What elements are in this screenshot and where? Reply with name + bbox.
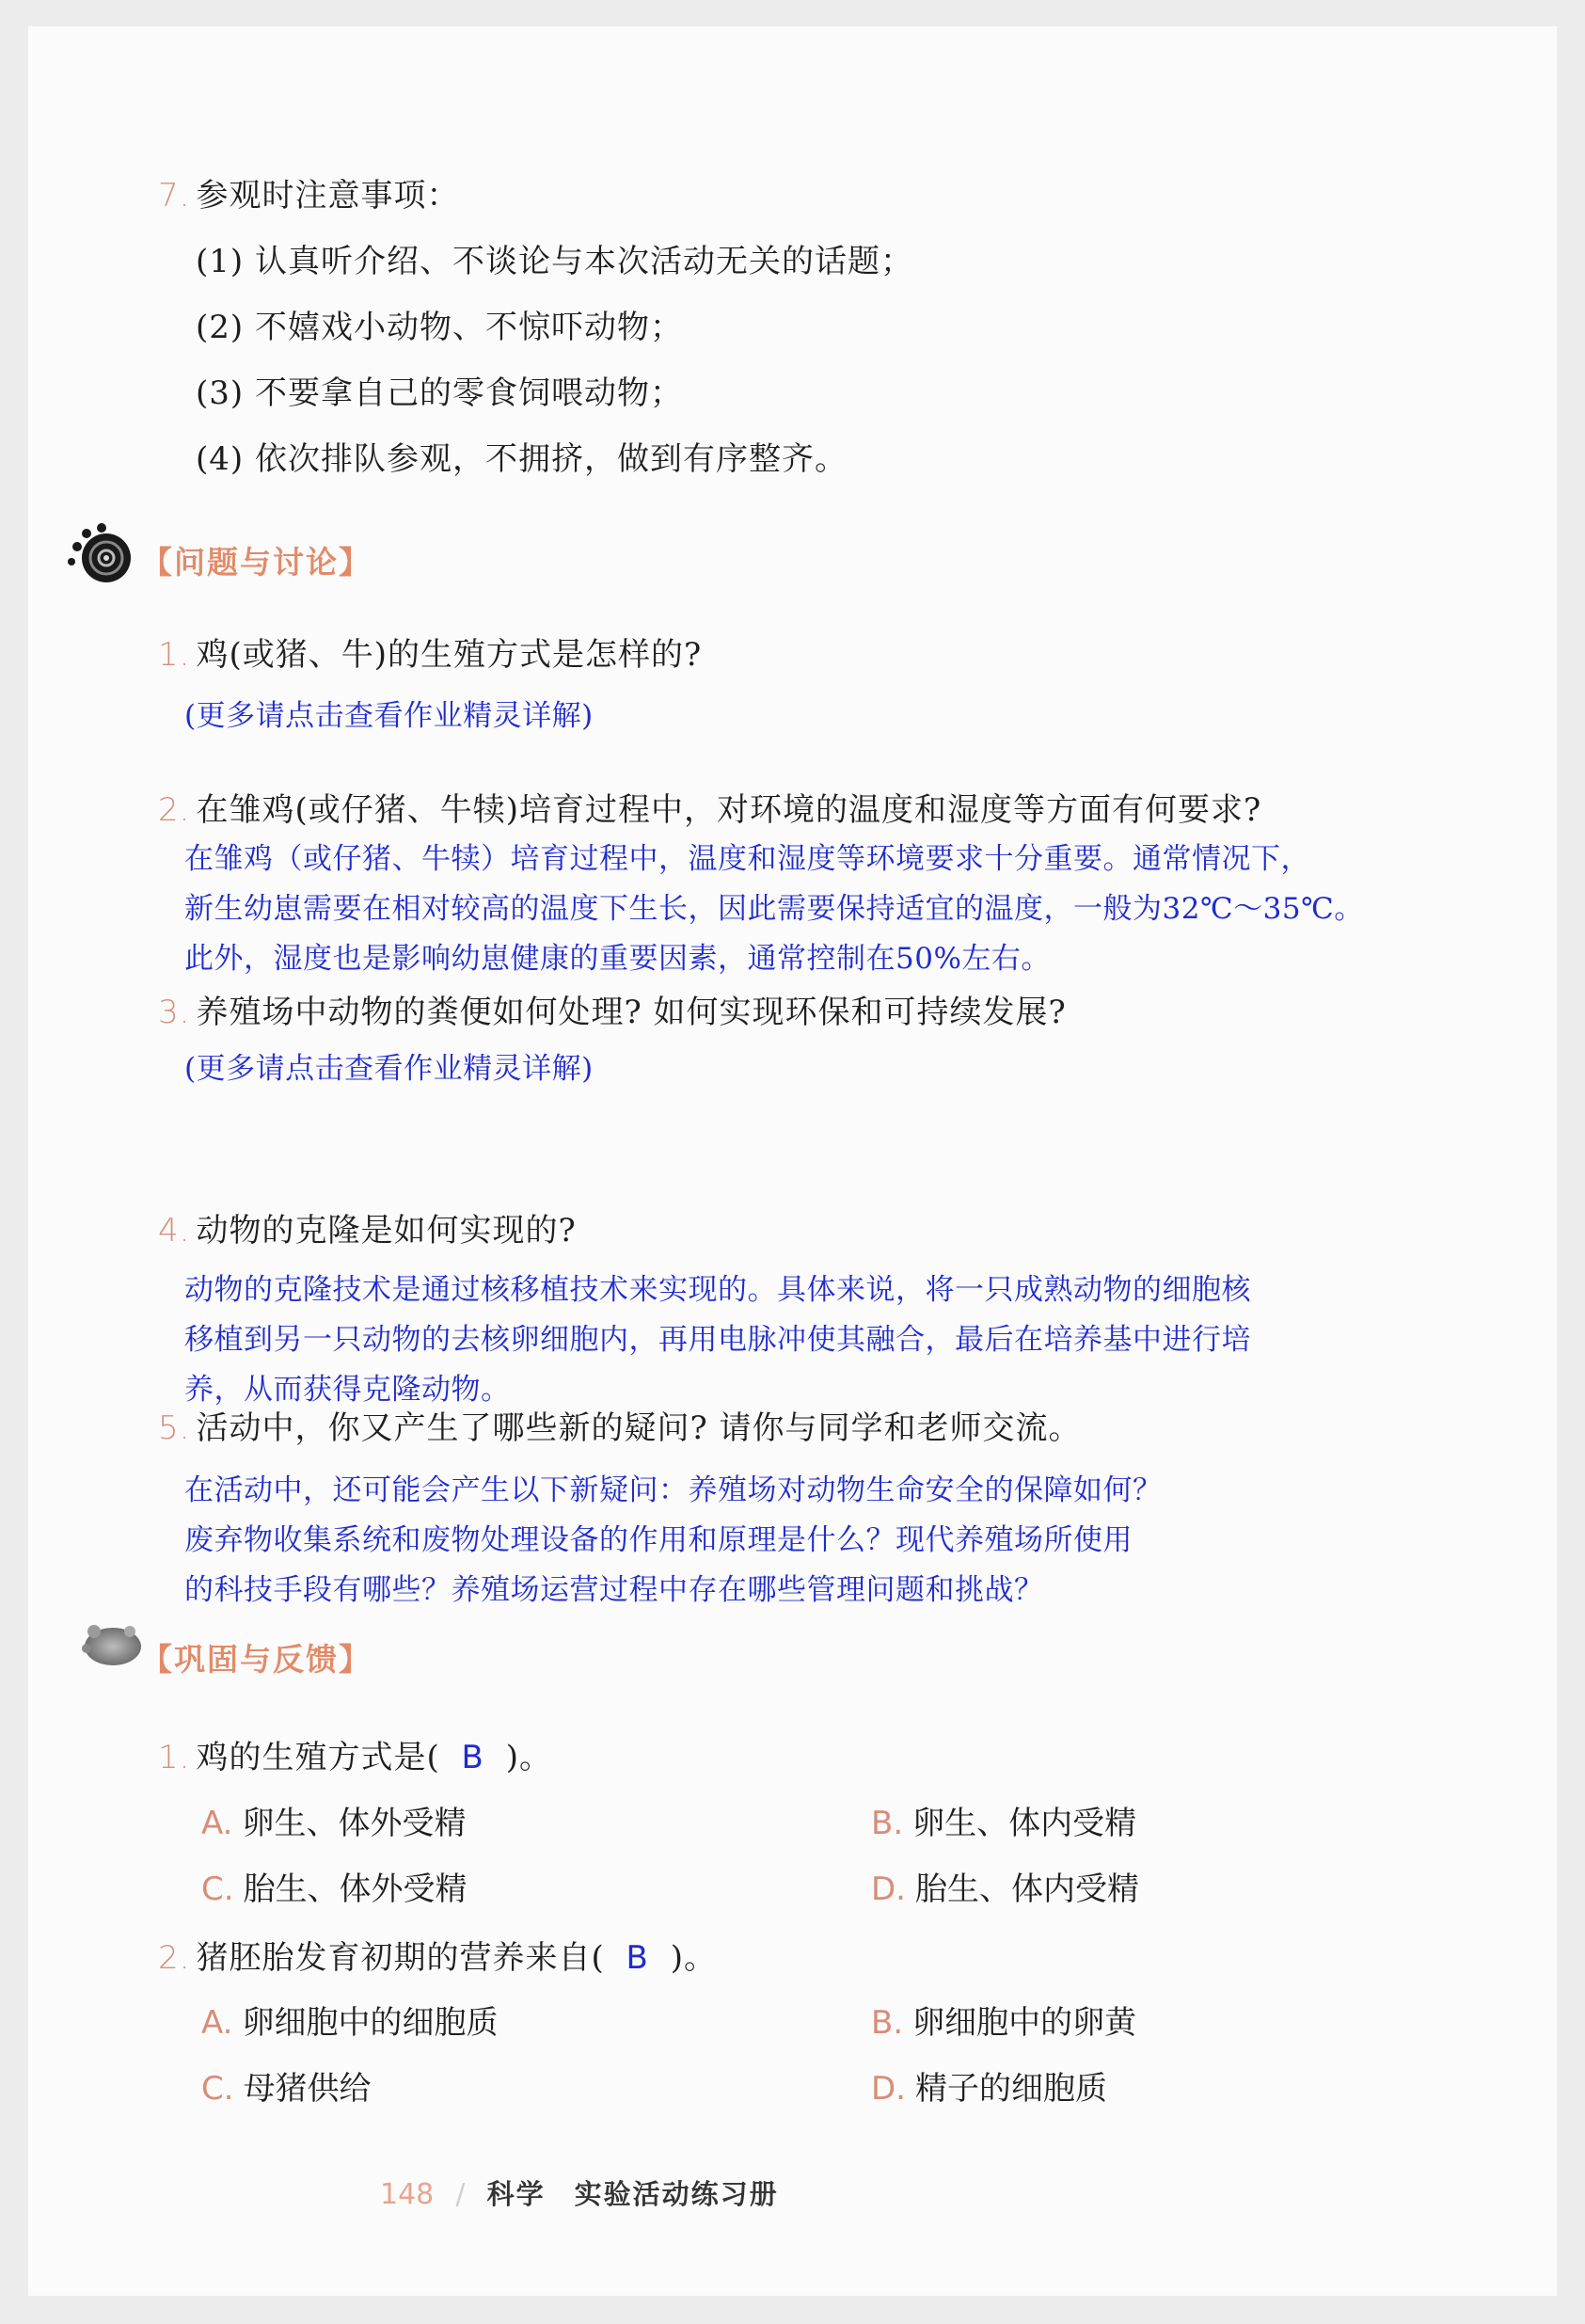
discussion-q5-text: 活动中，你又产生了哪些新的疑问? 请你与同学和老师交流。: [196, 1409, 1082, 1447]
discussion-q4: [158, 1204, 577, 1250]
feedback-q1-option-d[interactable]: [871, 1863, 1139, 1909]
notes-item-2: (2) 不嬉戏小动物、不惊吓动物；: [196, 309, 683, 346]
page-footer: [380, 2173, 779, 2212]
footer-book-title: 实验活动练习册: [574, 2178, 779, 2210]
notes-heading-text: 参观时注意事项：: [196, 177, 460, 215]
discussion-q5-answer-line-1: 在活动中，还可能会产生以下新疑问：养殖场对动物生命安全的保障如何？: [184, 1473, 1163, 1507]
option-letter: D.: [871, 2070, 906, 2108]
discussion-q4-number: 4.: [158, 1212, 191, 1250]
option-letter: B.: [871, 1805, 904, 1842]
notes-heading-number: 7.: [158, 177, 191, 215]
discussion-section-icon: [64, 522, 149, 588]
option-letter: B.: [871, 2004, 904, 2042]
discussion-q2-text: 在雏鸡(或仔猪、牛犊)培育过程中，对环境的温度和湿度等方面有何要求?: [196, 791, 1262, 829]
discussion-q4-text: 动物的克隆是如何实现的?: [196, 1212, 577, 1250]
discussion-q2-answer-line-3: 此外，湿度也是影响幼崽健康的重要因素，通常控制在50%左右。: [184, 942, 1051, 976]
feedback-q1-text-after: )。: [505, 1739, 552, 1776]
discussion-q2-answer-line-1: 在雏鸡（或仔猪、牛犊）培育过程中，温度和湿度等环境要求十分重要。通常情况下，: [184, 842, 1310, 876]
footer-subject: 科学: [486, 2178, 546, 2210]
feedback-section-icon: [73, 1618, 149, 1671]
notes-item-3: (3) 不要拿自己的零食饲喂动物；: [196, 374, 683, 412]
discussion-q5-number: 5.: [158, 1409, 191, 1447]
discussion-q3-answer-link[interactable]: (更多请点击查看作业精灵详解): [184, 1052, 594, 1086]
feedback-q1: [158, 1731, 552, 1777]
option-letter: D.: [871, 1870, 906, 1908]
feedback-q2-answer: B: [626, 1939, 649, 1977]
option-letter: A.: [201, 2004, 233, 2042]
feedback-q1-answer: B: [461, 1739, 484, 1776]
feedback-q2: [158, 1932, 717, 1978]
option-letter: C.: [201, 1870, 234, 1908]
option-text: 卵细胞中的卵黄: [912, 2004, 1137, 2042]
feedback-q2-option-b[interactable]: [871, 1997, 1136, 2043]
option-text: 卵生、体外受精: [242, 1805, 467, 1842]
feedback-q2-option-c[interactable]: [201, 2062, 372, 2109]
option-text: 卵细胞中的细胞质: [242, 2004, 499, 2042]
discussion-q5: [158, 1402, 1082, 1448]
discussion-q5-answer-line-2: 废弃物收集系统和废物处理设备的作用和原理是什么？现代养殖场所使用: [184, 1523, 1133, 1557]
option-text: 胎生、体内受精: [915, 1870, 1139, 1908]
feedback-q2-option-a[interactable]: [201, 1997, 498, 2043]
discussion-section-title: 【问题与讨论】: [141, 544, 372, 581]
discussion-q1-number: 1.: [158, 636, 191, 674]
option-text: 胎生、体外受精: [243, 1870, 468, 1908]
discussion-q3: [158, 986, 1067, 1032]
discussion-q4-answer-line-1: 动物的克隆技术是通过核移植技术来实现的。具体来说，将一只成熟动物的细胞核: [184, 1273, 1251, 1307]
discussion-q2-number: 2.: [158, 791, 191, 829]
discussion-q2-answer-line-2: 新生幼崽需要在相对较高的温度下生长，因此需要保持适宜的温度，一般为32℃～35℃。: [184, 892, 1364, 926]
option-letter: A.: [201, 1805, 233, 1842]
discussion-q3-text: 养殖场中动物的粪便如何处理? 如何实现环保和可持续发展?: [196, 994, 1067, 1031]
feedback-q1-text-before: 鸡的生殖方式是(: [196, 1739, 440, 1776]
feedback-section-title: 【巩固与反馈】: [141, 1641, 372, 1678]
option-text: 母猪供给: [243, 2070, 372, 2108]
footer-separator: /: [455, 2178, 466, 2211]
feedback-q2-text-after: )。: [670, 1939, 717, 1977]
feedback-q1-number: 1.: [158, 1739, 191, 1776]
discussion-q1-answer-link[interactable]: (更多请点击查看作业精灵详解): [184, 699, 594, 733]
discussion-q1-text: 鸡(或猪、牛)的生殖方式是怎样的?: [196, 636, 703, 674]
feedback-q2-text-before: 猪胚胎发育初期的营养来自(: [196, 1939, 605, 1977]
feedback-q1-option-b[interactable]: [871, 1797, 1136, 1843]
page-number: 148: [380, 2178, 435, 2211]
notes-item-4: (4) 依次排队参观，不拥挤，做到有序整齐。: [196, 440, 848, 478]
discussion-q4-answer-line-2: 移植到另一只动物的去核卵细胞内，再用电脉冲使其融合，最后在培养基中进行培: [184, 1323, 1251, 1357]
notes-heading: [158, 169, 459, 215]
discussion-q1: [158, 629, 702, 675]
feedback-q2-option-d[interactable]: [871, 2062, 1107, 2109]
feedback-q1-option-c[interactable]: [201, 1863, 468, 1909]
discussion-q2: [158, 784, 1261, 830]
option-text: 卵生、体内受精: [912, 1805, 1137, 1842]
discussion-q4-answer-line-3: 养，从而获得克隆动物。: [184, 1373, 511, 1407]
option-letter: C.: [201, 2070, 234, 2108]
notes-item-1: (1) 认真听介绍、不谈论与本次活动无关的话题；: [196, 243, 913, 280]
feedback-q1-option-a[interactable]: [201, 1797, 466, 1843]
feedback-q2-number: 2.: [158, 1939, 191, 1977]
discussion-q3-number: 3.: [158, 994, 191, 1031]
option-text: 精子的细胞质: [915, 2070, 1107, 2108]
discussion-q5-answer-line-3: 的科技手段有哪些？养殖场运营过程中存在哪些管理问题和挑战？: [184, 1573, 1044, 1607]
